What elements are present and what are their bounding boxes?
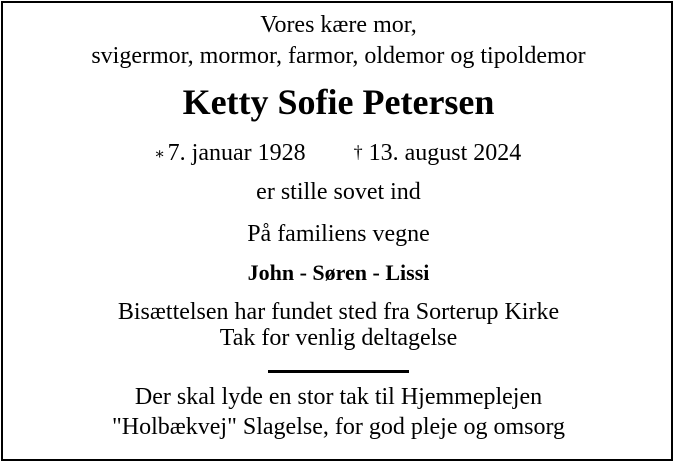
extra-thanks-line-1: Der skal lyde en stor tak til Hjemmeplejen	[134, 384, 543, 410]
death-date: 13. august 2024	[368, 140, 522, 166]
sleep-line: er stille sovet ind	[256, 179, 421, 205]
divider-rule	[268, 370, 409, 373]
birth-star-icon: ⁎	[155, 144, 164, 161]
birth-info	[156, 141, 306, 165]
death-info	[354, 140, 522, 166]
dates-row	[0, 141, 677, 165]
intro-line-2: svigermor, mormor, farmor, oldemor og tipoldemor	[91, 43, 586, 69]
funeral-line: Bisættelsen har fundet sted fra Sorterup Kirke	[117, 299, 560, 325]
family-line: På familiens vegne	[247, 221, 430, 247]
thanks-line: Tak for venlig deltagelse	[219, 325, 458, 351]
intro-line-1: Vores kære mor,	[260, 12, 417, 38]
family-names: John - Søren - Lissi	[247, 260, 430, 285]
death-cross-icon: †	[353, 142, 363, 162]
birth-date: 7. januar 1928	[167, 140, 306, 166]
extra-thanks-line-2: "Holbækvej" Slagelse, for god pleje og omsorg	[111, 414, 566, 440]
deceased-name: Ketty Sofie Petersen	[182, 82, 495, 122]
